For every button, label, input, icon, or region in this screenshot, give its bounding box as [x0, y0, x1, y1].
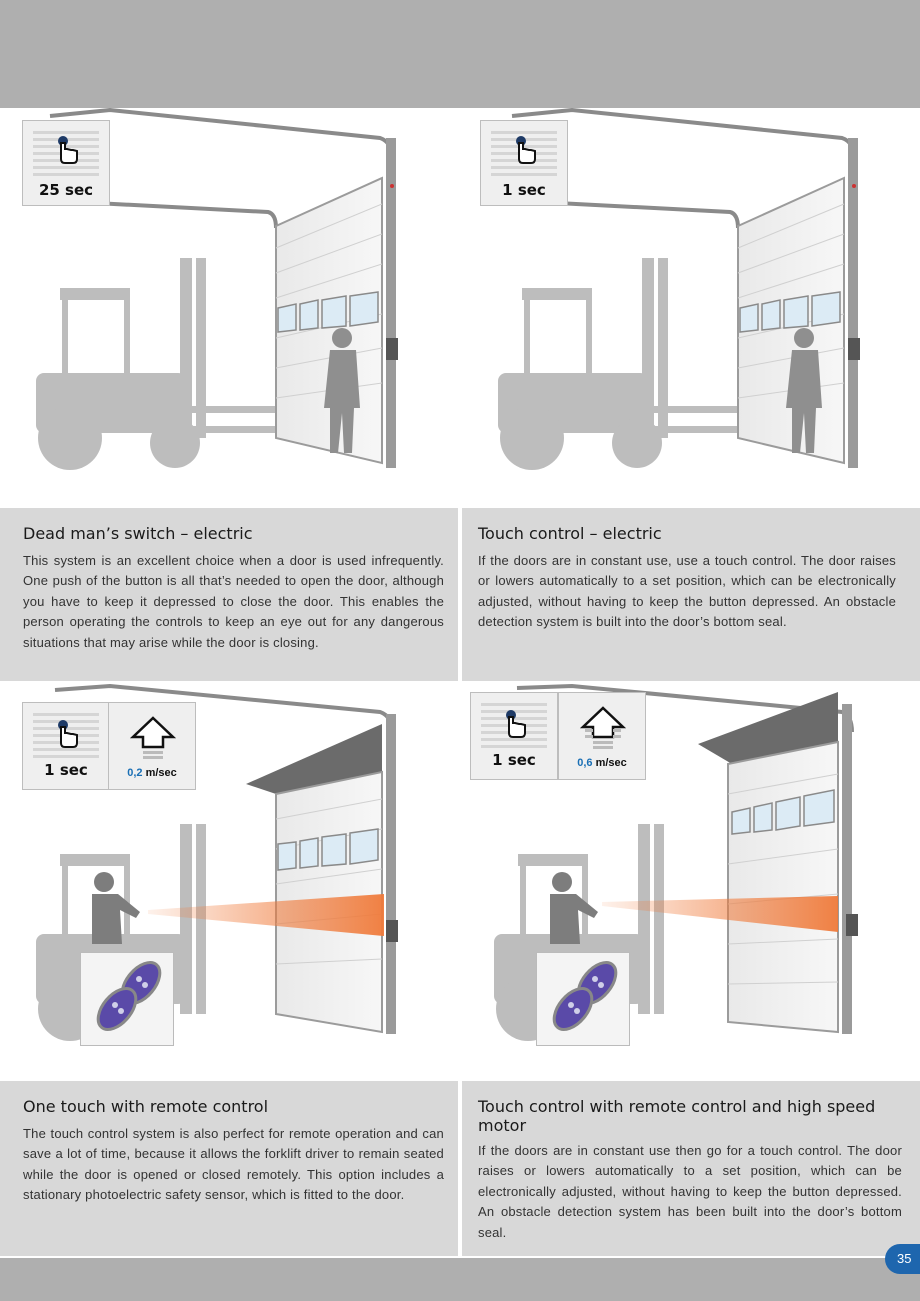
panel-one-touch-remote [0, 1081, 458, 1256]
sensor-beam [602, 896, 838, 932]
up-arrow-icon [579, 705, 627, 751]
hold-time-badge [22, 120, 110, 206]
hand-pointer-icon [505, 709, 527, 739]
hold-time-badge [470, 692, 558, 780]
bottom-band [0, 1258, 920, 1301]
illustration-high-speed-motor [462, 684, 920, 1081]
hold-time-label: 1 sec [502, 181, 546, 199]
panel-dead-mans-switch [0, 508, 458, 681]
hold-time-label: 1 sec [492, 751, 536, 769]
up-arrow-icon [129, 715, 177, 761]
panel-title: Touch control with remote control and high speed motor [478, 1097, 876, 1135]
remote-controls-image [80, 952, 174, 1046]
page-number: 35 [885, 1244, 920, 1274]
remote-key-fob-icon [81, 953, 173, 1045]
speed-badge [108, 702, 196, 790]
hold-time-label: 25 sec [38, 181, 94, 199]
hand-pointer-icon [515, 135, 537, 165]
remote-controls-image [536, 952, 630, 1046]
hand-pointer-icon [57, 719, 79, 749]
hold-time-badge [480, 120, 568, 206]
panel-touch-control [462, 508, 920, 681]
driver-silhouette [92, 872, 140, 944]
panel-body: If the doors are in constant use then go for a touch control. The door raises or lowers automatically to a set position, which can be electronically adjusted, without having to keep the button depressed. An obstacle detection system has been built into the door’s bottom seal. [478, 1143, 902, 1240]
forklift-silhouette [36, 258, 292, 470]
panel-body: This system is an excellent choice when a door is used infrequently. One push of the button is all that’s needed to open the door, although you have to keep it depressed to close the door. This enables the person operating the controls to keep an eye out for any dangerous situations that may arise while the door is closing. [23, 553, 444, 650]
speed-label: 0,2 m/sec [127, 767, 177, 779]
panel-body: The touch control system is also perfect for remote operation and can save a lot of time, because it allows the forklift driver to remain seated while the door is opened or closed remotely. This option includes a stationary photoelectric safety sensor, which is fitted to the door. [23, 1126, 444, 1203]
illustration-dead-mans-switch [0, 108, 458, 508]
hand-pointer-icon [57, 135, 79, 165]
hold-time-label: 1 sec [44, 761, 88, 779]
driver-silhouette [550, 872, 598, 944]
remote-key-fob-icon [537, 953, 629, 1045]
forklift-silhouette [498, 258, 754, 470]
panel-title: Dead man’s switch – electric [23, 524, 253, 543]
speed-badge [558, 692, 646, 780]
illustration-remote-control [0, 684, 458, 1081]
panel-body: If the doors are in constant use, use a touch control. The door raises or lowers automatically to a set position, which can be electronically adjusted, without having to keep the button depressed. An obstacle detection system is built into the door’s bottom seal. [478, 553, 896, 630]
top-band [0, 0, 920, 108]
speed-label: 0,6 m/sec [577, 757, 627, 769]
illustration-touch-control [462, 108, 920, 508]
panel-high-speed-motor [462, 1081, 920, 1256]
panel-title: Touch control – electric [478, 524, 662, 543]
hold-time-badge [22, 702, 110, 790]
panel-title: One touch with remote control [23, 1097, 269, 1116]
